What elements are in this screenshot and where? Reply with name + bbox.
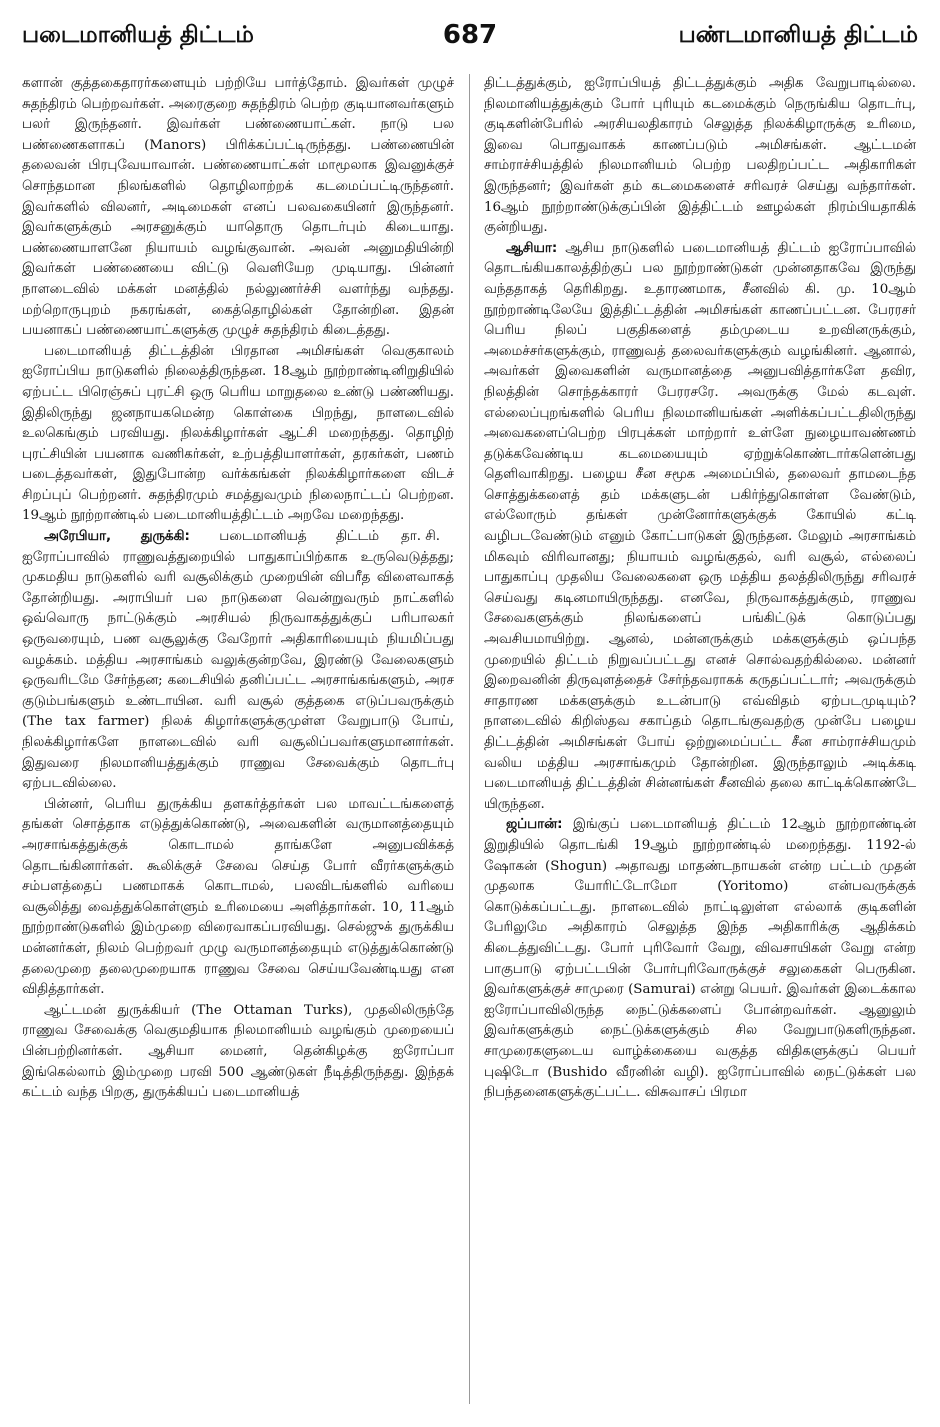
column-divider: [469, 74, 470, 1404]
left-paragraph-3-text: படைமானியத் திட்டம் ஐரோப்பாவில் ராணுவத்துறையில் பாதுகாப்பிற்காக உருவெடுத்தது; முகமதிய நாடுகளில் வரி வசூலிக்கும் முறையின் விபரீத விளைவாகத் தோன்றியது. அராபியர் பல நாடுகளை வென்றுவரும் நாட்களில் ஒவ்வொரு நாட்டுக்கும் அரசியல் நிருவாகத்துக்குப் பரிபாலகர் ஒருவரையும், பண வசூலுக்கு வேறோர் அதிகாரியையும் நியமிப்பது வழக்கம். மத்திய அரசாங்கம் வலுக்குன்றவே, இரண்டு வேலைகளும் ஒருவரிடமே சேர்ந்தன; கடைசியில் தனிப்பட்ட அரசாங்கங்களும், அரச குடும்பங்களும் உண்டாயின. வரி வசூல் குத்தகை எடுப்பவருக்கும் (The tax farmer) நிலக் கிழார்களுக்குமுள்ள வேறுபாடு போய், நிலக்கிழார்களே நாளடைவில் வரி வசூலிப்பவர்களுமானார்கள். இதுவரை நிலமானியத்துக்கும் ராணுவ சேவைக்கும் தொடர்பு ஏற்படவில்லை.: [22, 529, 454, 792]
left-paragraph-2-text: படைமானியத் திட்டத்தின் பிரதான அமிசங்கள் வெகுகாலம் ஐரோப்பிய நாடுகளில் நிலைத்திருந்தன. 18ஆம் நூற்றாண்டினிறுதியில் ஏற்பட்ட பிரெஞ்சுப் புரட்சி ஒரு பெரிய மாறுதலை உண்டு பண்ணியது. இதிலிருந்து ஜனநாயகமென்ற கொள்கை பிறந்து, நாளடைவில் உலகெங்கும் பரவியது. நிலக்கிழார்கள் ஆட்சி மறைந்தது. தொழிற் புரட்சியின் பயனாக வணிகர்கள், உற்பத்தியாளர்கள், தரகர்கள், பணம் படைத்தவர்கள், இதுபோன்ற வர்க்கங்கள் நிலக்கிழார்களை விடச் சிறப்புப் பெற்றனர். சுதந்திரமும் சமத்துவமும் நிலைநாட்டப் பெற்றன. 19ஆம் நூற்றாண்டில் படைமானியத்திட்டம் அறவே மறைந்தது.: [22, 343, 454, 524]
right-paragraph-2-text: ஆசிய நாடுகளில் படைமானியத் திட்டம் ஐரோப்பாவில் தொடங்கியகாலத்திற்குப் பல நூற்றாண்டுகள் முன்னதாகவே இருந்து வந்ததாகத் தெரிகிறது. உதாரணமாக, சீனவில் கி. மு. 10ஆம் நூற்றாண்டிலேயே இத்திட்டத்தின் அமிசங்கள் காணப்பட்டன. பேரரசர் பெரிய நிலப் பகுதிகளைத் தம்முடைய உறவினருக்கும், அமைச்சர்களுக்கும், ராணுவத் தலைவர்களுக்கும் வழங்கினர். ஆனால், அவர்கள் இவைகளின் வருமானத்தை அனுபவித்தார்களே தவிர, நிலத்தின் சொந்தக்காரர் பேரரசரே. அவருக்கு மேல் கடவுள். எல்லைப்புறங்களில் பெரிய நிலமானியங்கள் அளிக்கப்பட்டதிலிருந்து அவைகளைப்பெற்ற பிரபுக்கள் மாற்றார் உள்ளே நுழையாவண்ணம் தடுக்கவேண்டிய கடமையையும் ஏற்றுக்கொண்டார்களென்பது தெளிவாகிறது. பழைய சீன சமூக அமைப்பில், தலைவர் தாமடைந்த சொத்துக்களைத் தம் மக்களுடன் பகிர்ந்துகொள்ள வேண்டும், எல்லோரும் தங்கள் முன்னோர்களுக்குக் கோயில் கட்டி வழிபடவேண்டும் எனும் கோட்பாடுகள் இருந்தன. மேலும் அரசாங்கம் மிகவும் விரிவானது; நியாயம் வழங்குதல், வரி வசூல், எல்லைப் பாதுகாப்பு முதலிய வேலைகளை ஒரு மத்திய தலத்திலிருந்து சரிவரச் செய்வது கடினமாயிருந்தது. எனவே, நிருவாகத்துக்கும், ராணுவ சேவைகளுக்கும் நிலங்களைப் பங்கிட்டுக் கொடுப்பது அவசியமாயிற்று. ஆனல், மன்னருக்கும் மக்களுக்கும் ஒப்பந்த முறையில் திட்டம் நிறுவப்பட்டது எனச் சொல்வதற்கில்லை. மன்னர் இறைவனின் திருவுளத்தைச் சேர்ந்தவராகக் கருதப்பட்டார்; அவருக்கும் சாதாரண மக்களுக்கும் உடன்பாடு எவ்விதம் ஏற்படமுடியும்? நாளடைவில் கிறிஸ்தவ சகாப்தம் தொடங்குவதற்கு முன்பே பழைய திட்டத்தின் அமிசங்கள் போய் ஒற்றுமைப்பட்ட சீன சாம்ராச்சியமும் வலிய மத்திய அரசாங்கமும் தோன்றின. இருந்தாலும் அடிக்கடி படைமானியத் திட்டத்தின் சின்னங்கள் சீனவில் தலை காட்டிக்கொண்டே யிருந்தன.: [484, 240, 916, 812]
header-left-title: படைமானியத் திட்டம்: [22, 22, 254, 48]
left-paragraph-1: களான் குத்தகைதாரர்களையும் பற்றியே பார்த்தோம். இவர்கள் முழுச் சுதந்திரம் பெற்றவர்கள். அரைகுறை சுதந்திரம் பெற்ற குடியானவர்களும் பலர் இருந்தனர். இவர்கள் பண்ணையாட்கள். நாடு பல பண்ணைகளாகப் (Manors) பிரிக்கப்பட்டிருந்தது. பண்ணையின் தலைவன் பிரபுவேயாவான். பண்ணையாட்கள் மாமூலாக இவனுக்குச் சொந்தமான நிலங்களில் தொழிலாற்றக் கடமைப்பட்டிருந்தனர். இவர்களில் விலனர், அடிமைகள் எனப் பலவகையினர் இருந்தனர். இவர்களுக்கும் அரசனுக்கும் யாதொரு தொடர்பும் கிடையாது. பண்ணையாளனே நியாயம் வழங்குவான். அவன் அனுமதியின்றி இவர்கள் பண்ணையை விட்டு வெளியேற முடியாது. பின்னர் நாளடைவில் மக்கள் மனத்தில் நல்லுணர்ச்சி வளர்ந்து வந்தது. மற்றொருபுறம் நகரங்கள், கைத்தொழில்கள் தோன்றின. இதன் பயனாகப் பண்ணையாட்களுக்கு முழுச் சுதந்திரம் கிடைத்தது.: [22, 76, 454, 339]
left-paragraph-arabia-turkey: [22, 527, 454, 795]
right-column: [484, 74, 916, 1404]
left-paragraph-5: ஆட்டமன் துருக்கியர் (The Ottaman Turks), முதலிலிருந்தே ராணுவ சேவைக்கு வெகுமதியாக நிலமானியம் வழங்கும் முறையைப் பின்பற்றினர்கள். ஆசியா மைனர், தென்கிழக்கு ஐரோப்பா இங்கெல்லாம் இம்முறை பரவி 500 ஆண்டுகள் நீடித்திருந்தது. இந்தக் கட்டம் வந்த பிறகு, துருக்கியப் படைமானியத்: [22, 1002, 454, 1101]
right-paragraph-japan: [484, 815, 916, 1103]
right-paragraph-asia: [484, 239, 916, 816]
author-initials: தா. சி.: [401, 529, 440, 545]
right-paragraph-3-text: இங்குப் படைமானியத் திட்டம் 12ஆம் நூற்றாண்டின் இறுதியில் தொடங்கி 19ஆம் நூற்றாண்டில் மறைந்தது. 1192-ல் ஷோகன் (Shogun) அதாவது மாதண்டநாயகன் என்ற பட்டம் முதன் முதலாக யோரிட்டோமோ (Yoritomo) என்பவருக்குக் கொடுக்கப்பட்டது. நாளடைவில் நாட்டிலுள்ள எல்லாக் குடிகளின் பேரிலுமே அதிகாரம் செலுத்த இந்த அதிகாரிக்கு ஆதிக்கம் கிடைத்துவிட்டது. போர் புரிவோர் வேறு, விவசாயிகள் வேறு என்ற பாகுபாடு ஏற்பட்டபின் போர்புரிவோருக்குச் சலுகைகள் பெருகின. இவர்களுக்குச் சாமுரை (Samurai) என்று பெயர். இவர்கள் இடைக்கால ஐரோப்பாவிலிருந்த நைட்டுக்களைப் போன்றவர்கள். ஆனுலும் இவர்களுக்கும் நைட்டுக்களுக்கும் சில வேறுபாடுகளிருந்தன. சாமுரைகளுடைய வாழ்க்கையை வகுத்த விதிகளுக்குப் பெயர் புஷிடோ (Bushido வீரனின் வழி). ஐரோப்பாவில் நைட்டுக்கள் பல நிபந்தனைகளுக்குட்பட்ட. விசுவாசப் பிரமா: [484, 817, 916, 1101]
page-number: 687: [442, 20, 498, 50]
section-heading-asia: ஆசியா:: [506, 240, 558, 256]
section-heading-japan: ஜப்பான்:: [506, 817, 563, 833]
right-paragraph-1: திட்டத்துக்கும், ஐரோப்பியத் திட்டத்துக்கும் அதிக வேறுபாடில்லை. நிலமானியத்துக்கும் போர் புரியும் கடமைக்கும் நெருங்கிய தொடர்பு, குடிகளின்பேரில் அரசியலதிகாரம் செலுத்த நிலக்கிழாருக்கு உரிமை, இவை பொதுவாகக் காணப்படும் அமிசங்கள். ஆட்டமன் சாம்ராச்சியத்தில் நிலமானியம் பெற்ற பலதிறப்பட்ட அதிகாரிகள் இருந்தனர்; இவர்கள் தம் கடமைகளைச் சரிவரச் செய்து வந்தார்கள். 16ஆம் நூற்றாண்டுக்குப்பின் இத்திட்டம் ஊழல்கள் நிரம்பியதாகிக் குன்றியது.: [484, 76, 916, 236]
page-header: [22, 22, 918, 62]
header-right-title: பண்டமானியத் திட்டம்: [678, 22, 918, 48]
left-column: [22, 74, 454, 1404]
left-paragraph-4: பின்னர், பெரிய துருக்கிய தளகர்த்தர்கள் பல மாவட்டங்களைத் தங்கள் சொத்தாக எடுத்துக்கொண்டு, அவைகளின் வருமானத்தையும் அரசாங்கத்துக்குக் கொடாமல் தாங்களே அனுபவிக்கத் தொடங்கினார்கள். கூலிக்குச் சேவை செய்த போர் வீரர்களுக்கும் சம்பளத்தைப் பணமாகக் கொடாமல், பலவிடங்களில் வரியை வசூலித்து வைத்துக்கொள்ளும் உரிமையை அளித்தார்கள். 10, 11ஆம் நூற்றாண்டுகளில் இம்முறை விரைவாகப்பரவியது. செல்ஜுக் துருக்கிய மன்னர்கள், நிலம் பெற்றவர் முழு வருமானத்தையும் எடுத்துக்கொண்டு தலைமுறை தலைமுறையாக ராணுவ சேவை செய்யவேண்டியது என விதித்தார்கள்.: [22, 796, 454, 998]
section-heading-arabia-turkey: அரேபியா, துருக்கி:: [44, 529, 190, 545]
